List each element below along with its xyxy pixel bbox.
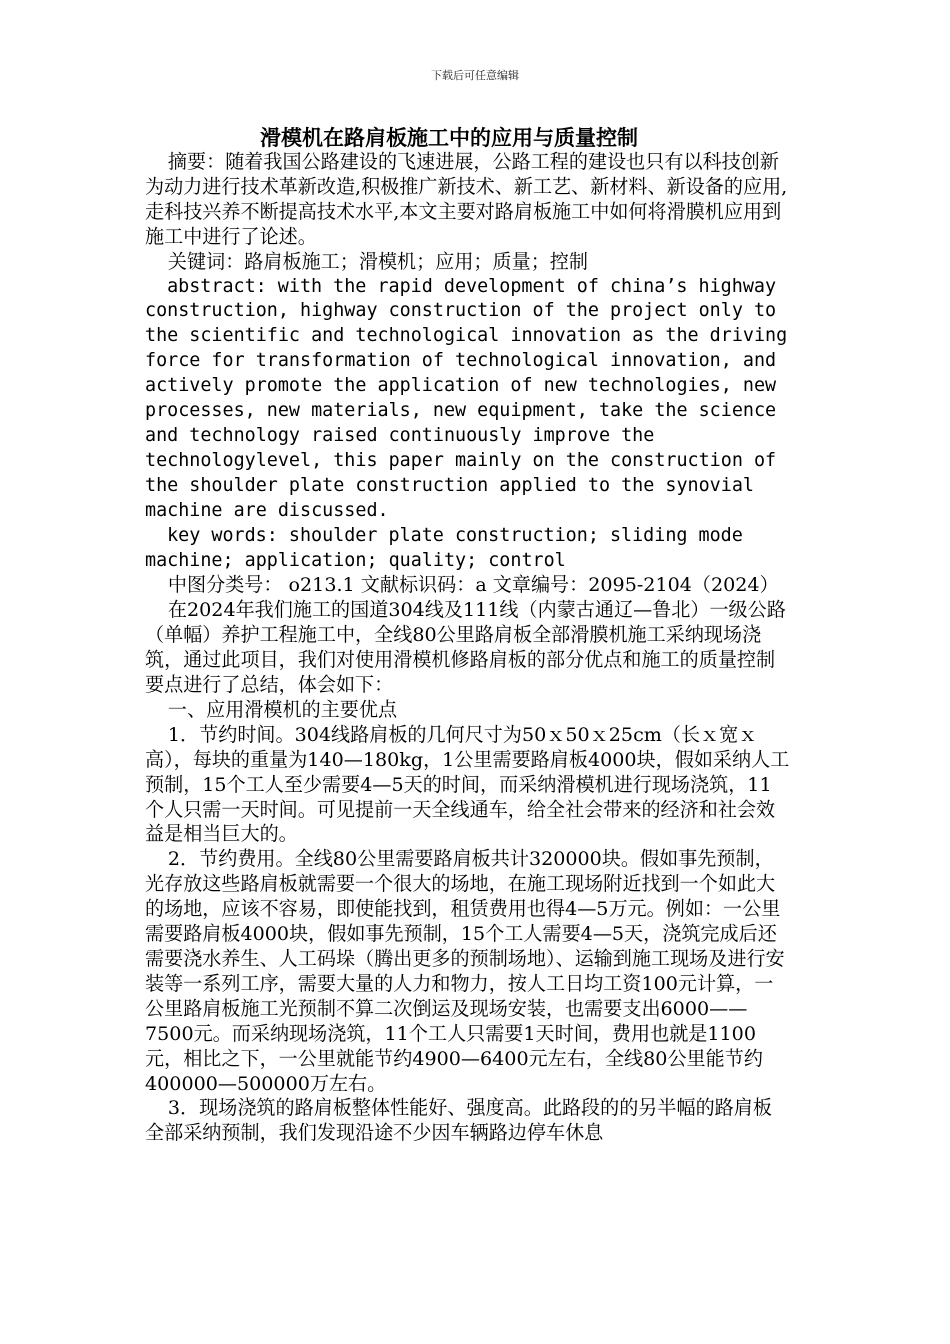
document-title: 滑模机在路肩板施工中的应用与质量控制 — [260, 125, 638, 150]
point-1-paragraph: 1．节约时间。304线路肩板的几何尺寸为50ｘ50ｘ25cm（长ｘ宽ｘ高），每块的重量为140—180kg，1公里需要路肩板4000块，假如采纳人工预制，15个工人至少需要4—5天的时间，而采纳滑模机进行现场浇筑，11个人只需一天时间。可见提前一天全线通车，给全社会带来的经济和社会效益是相当巨大的。 — [145, 722, 790, 846]
document-body — [145, 150, 790, 1146]
summary-paragraph: 摘要：随着我国公路建设的飞速进展，公路工程的建设也只有以科技创新为动力进行技术革新改造,积极推广新技术、新工艺、新材料、新设备的应用,走科技兴养不断提高技术水平,本文主要对路肩板施工中如何将滑膜机应用到施工中进行了论述。 — [145, 150, 788, 248]
classification-paragraph: 中图分类号： o213.1 文献标识码：a 文章编号：2095-2104（2024） — [167, 573, 779, 597]
point-2-paragraph: 2．节约费用。全线80公里需要路肩板共计320000块。假如事先预制，光存放这些路肩板就需要一个很大的场地，在施工现场附近找到一个如此大的场地，应该不容易，即使能找到，租赁费用也得4—5万元。例如：一公里需要路肩板4000块，假如事先预制，15个工人需要4—5天，浇筑完成后还需要浇水养生、人工码垛（腾出更多的预制场地）、运输到施工现场及进行安装等一系列工序，需要大量的人力和物力，按人工日均工资100元计算，一公里路肩板施工光预制不算二次倒运及现场安装，也需要支出6000——7500元。而采纳现场浇筑，11个工人只需要1天时间，费用也就是1100元，相比之下，一公里就能节约4900—6400元左右，全线80公里能节约400000—500000万左右。 — [145, 847, 785, 1095]
keywords-en-paragraph: key words: shoulder plate construction; sliding mode machine; application; quality; control — [145, 524, 743, 571]
page-header-note: 下载后可任意编辑 — [431, 69, 519, 82]
section-heading: 一、应用滑模机的主要优点 — [167, 697, 398, 721]
intro-paragraph: 在2024年我们施工的国道304线及111线（内蒙古通辽—鲁北）一级公路（单幅）养护工程施工中，全线80公里路肩板全部滑膜机施工采纳现场浇筑，通过此项目，我们对使用滑模机修路肩板的部分优点和施工的质量控制要点进行了总结，体会如下： — [145, 598, 786, 697]
abstract-en-paragraph: abstract: with the rapid development of china’s highway construction, highway construction of the project only to the scientific and technological innovation as the driving force for transformation of technological innovation, and actively promote the application of new technologies, new processes, new materials, new equipment, take the science and technology raised continuously improve the technologylevel, this paper mainly on the construction of the shoulder plate construction applied to the synovial machine are discussed. — [145, 275, 788, 521]
point-3-paragraph: 3．现场浇筑的路肩板整体性能好、强度高。此路段的的另半幅的路肩板全部采纳预制，我们发现沿途不少因车辆路边停车休息 — [145, 1096, 772, 1145]
keywords-cn-paragraph: 关键词：路肩板施工；滑模机；应用；质量；控制 — [167, 249, 588, 273]
